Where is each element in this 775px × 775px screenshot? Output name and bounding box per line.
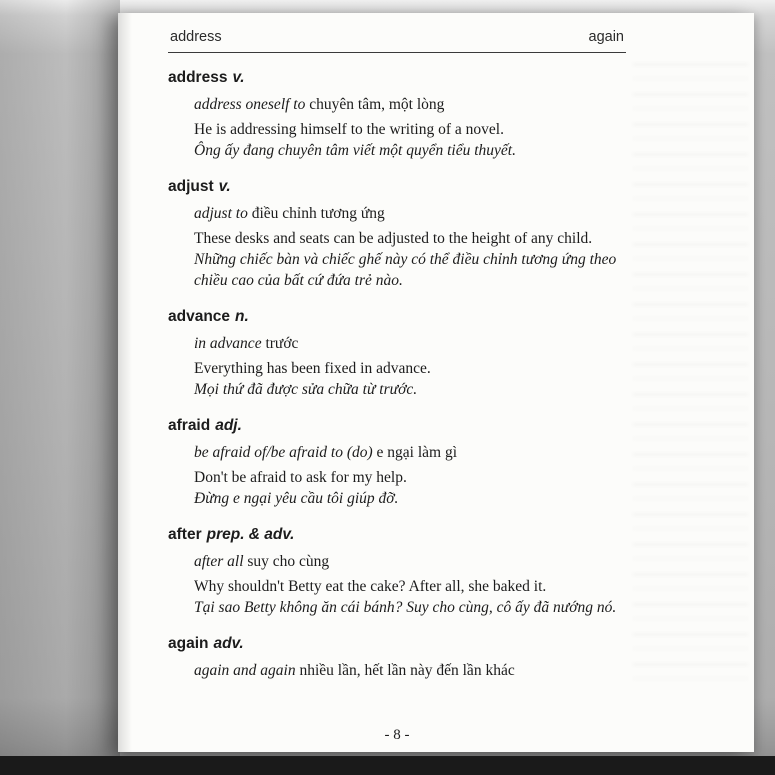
vietnamese-meaning: điều chỉnh tương ứng	[251, 205, 385, 222]
example-sentence: Don't be afraid to ask for my help.	[194, 469, 407, 486]
photo-bottom-edge	[0, 756, 775, 775]
entry-headline	[168, 176, 626, 197]
part-of-speech: adj.	[215, 417, 242, 434]
dictionary-entry	[168, 633, 626, 681]
bleed-through-texture	[633, 63, 748, 682]
entry-headline	[168, 633, 626, 654]
collocation-phrase: in advance	[194, 335, 262, 352]
running-head-right: again	[588, 29, 624, 45]
part-of-speech: adv.	[213, 635, 244, 652]
collocation-line	[194, 551, 626, 572]
vietnamese-meaning: chuyên tâm, một lòng	[309, 96, 445, 113]
collocation-line	[194, 94, 626, 115]
entry-headline	[168, 415, 626, 436]
book-spine-shadow	[0, 0, 120, 775]
headword: adjust	[168, 178, 214, 195]
example-sentence: Why shouldn't Betty eat the cake? After all, she baked it.	[194, 578, 547, 595]
vietnamese-meaning: e ngại làm gì	[376, 444, 458, 461]
entry-headline	[168, 67, 626, 88]
dictionary-entry	[168, 306, 626, 400]
collocation-line	[194, 660, 626, 681]
example-translation: Mọi thứ đã được sửa chữa từ trước.	[194, 381, 418, 398]
vietnamese-meaning: suy cho cùng	[247, 553, 330, 570]
part-of-speech: n.	[235, 308, 249, 325]
page-content	[168, 29, 626, 696]
running-head-left: address	[170, 29, 222, 45]
part-of-speech: v.	[232, 69, 245, 86]
dictionary-entry	[168, 176, 626, 291]
part-of-speech: prep. & adv.	[206, 526, 295, 543]
example-sentence: Everything has been fixed in advance.	[194, 360, 431, 377]
entry-headline	[168, 524, 626, 545]
headword: address	[168, 69, 228, 86]
headword: advance	[168, 308, 231, 325]
dictionary-page	[118, 13, 754, 752]
entries	[168, 67, 626, 681]
example-translation: Đừng e ngại yêu cầu tôi giúp đỡ.	[194, 490, 399, 507]
example-sentence: These desks and seats can be adjusted to the height of any child.	[194, 230, 593, 247]
headword: afraid	[168, 417, 211, 434]
collocation-line	[194, 203, 626, 224]
dictionary-entry	[168, 415, 626, 509]
example-translation: Ông ấy đang chuyên tâm viết một quyển tiểu thuyết.	[194, 142, 516, 159]
headword: again	[168, 635, 209, 652]
entry-headline	[168, 306, 626, 327]
example-translation: Tại sao Betty không ăn cái bánh? Suy cho cùng, cô ấy đã nướng nó.	[194, 599, 617, 616]
collocation-phrase: address oneself to	[194, 96, 306, 113]
collocation-phrase: adjust to	[194, 205, 248, 222]
collocation-line	[194, 333, 626, 354]
page-number: - 8 -	[384, 727, 410, 743]
example-sentence: He is addressing himself to the writing of a novel.	[194, 121, 504, 138]
collocation-phrase: be afraid of/be afraid to (do)	[194, 444, 373, 461]
dictionary-entry	[168, 524, 626, 618]
vietnamese-meaning: nhiều lần, hết lần này đến lần khác	[299, 662, 515, 679]
example-translation: Những chiếc bàn và chiếc ghế này có thể điều chỉnh tương ứng theo chiều cao của bất cứ đứa trẻ nào.	[194, 251, 617, 289]
collocation-phrase: after all	[194, 553, 244, 570]
dictionary-entry	[168, 67, 626, 161]
vietnamese-meaning: trước	[265, 335, 299, 352]
part-of-speech: v.	[218, 178, 231, 195]
collocation-phrase: again and again	[194, 662, 296, 679]
running-head	[168, 29, 626, 53]
headword: after	[168, 526, 202, 543]
collocation-line	[194, 442, 626, 463]
